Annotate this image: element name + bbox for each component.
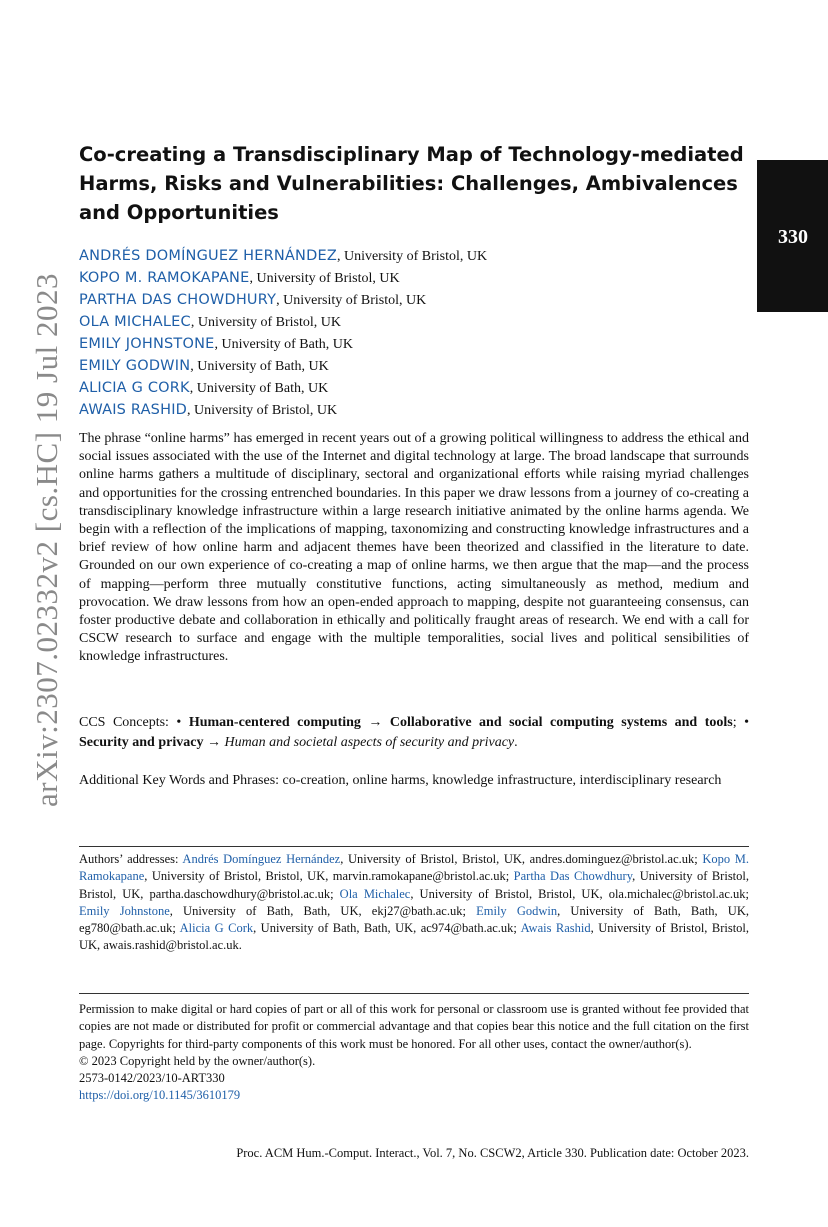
permissions-block — [79, 1001, 749, 1105]
author-entry — [79, 311, 739, 333]
author-affiliation: , University of Bath, UK — [190, 359, 329, 374]
ccs-label: CCS Concepts: — [79, 715, 177, 730]
author-entry — [79, 377, 739, 399]
author-name[interactable]: OLA MICHALEC — [79, 314, 191, 330]
author-name[interactable]: ALICIA G CORK — [79, 380, 190, 396]
author-affiliation: , University of Bristol, UK — [187, 403, 338, 418]
author-name[interactable]: EMILY JOHNSTONE — [79, 336, 215, 352]
ccs-concept: Human-centered computing — [188, 715, 361, 730]
addresses-prefix: Authors’ addresses: — [79, 852, 183, 866]
arxiv-stamp-text: arXiv:2307.02332v2 [cs.HC] 19 Jul 2023 — [29, 273, 64, 807]
address-detail: , University of Bristol, Bristol, UK, ola.michalec@bristol.ac.uk; — [410, 886, 749, 901]
author-entry — [79, 245, 739, 267]
author-entry — [79, 267, 739, 289]
divider — [79, 993, 749, 994]
ccs-subconcept: Collaborative and social computing systems and tools — [389, 715, 733, 730]
address-author-link[interactable]: Partha Das Chowdhury — [513, 869, 633, 884]
address-author-link[interactable]: Emily Johnstone — [79, 903, 170, 918]
author-affiliation: , University of Bristol, UK — [190, 315, 341, 330]
address-author-link[interactable]: Awais Rashid — [520, 921, 591, 936]
abstract: The phrase “online harms” has emerged in recent years out of a growing political willingness to address the ethical and social issues associated with the use of the Internet and digital technology at large. The broad landscape that surrounds online harms gathers a multitude of disciplinary, sectoral and organizational efforts while raising myriad challenges and opportunities for the crossing entrenched boundaries. In this paper we draw lessons from a journey of co-creating a transdisciplinary knowledge infrastructure within a large research initiative animated by the online harms agenda. We begin with a reflection of the implications of mapping, taxonomizing and constructing knowledge infrastructures and a brief review of how online harm and adjacent themes have been theorized and classified in the literature to date. Grounded on our own experience of co-creating a map of online harms, we then argue that the map—and the process of mapping—perform three mutually constitutive functions, acting simultaneously as method, medium and provocation. We draw lessons from how an open-ended approach to mapping, despite not guaranteeing consensus, can foster productive debate and collaboration in ethically and politically fraught areas of research. We end with a call for CSCW research to surface and engage with the multiple temporalities, social lives and political sensibilities of knowledge infrastructures. — [79, 431, 749, 665]
address-detail: , University of Bath, Bath, UK, eg780@bath.ac.uk; — [79, 903, 749, 936]
permissions-text: Permission to make digital or hard copies of part or all of this work for personal or classroom use is granted without fee provided that copies are not made or distributed for profit or commercial advantage and that copies bear this notice and the full citation on the first page. Copyrights for third-party components of this work must be honored. For all other uses, contact the owner/author(s). — [79, 1002, 749, 1051]
author-affiliation: , University of Bath, UK — [189, 381, 329, 396]
address-detail: , University of Bristol, Bristol, UK, marvin.ramokapane@bristol.ac.uk; — [144, 869, 514, 884]
author-affiliation: , University of Bristol, UK — [336, 249, 488, 264]
ccs-concept: Security and privacy — [79, 735, 204, 750]
address-detail: , University of Bath, Bath, UK, ac974@bath.ac.uk; — [253, 921, 521, 936]
author-entry — [79, 355, 739, 377]
address-author-link[interactable]: Alicia G Cork — [179, 921, 254, 936]
issn-line: 2573-0142/2023/10-ART330 — [79, 1071, 225, 1086]
author-affiliation: , University of Bristol, UK — [249, 271, 400, 286]
page-title: Co-creating a Transdisciplinary Map of Technology-mediated Harms, Risks and Vulnerabilities: Challenges, Ambivalences and Opportunities — [79, 143, 744, 224]
ccs-arrow: → — [360, 715, 390, 730]
author-affiliation: , University of Bath, UK — [214, 337, 353, 352]
address-author-link[interactable]: Andrés Domínguez Hernández — [182, 852, 341, 866]
divider — [79, 846, 749, 847]
ccs-separator: ; • — [732, 715, 749, 730]
author-list — [79, 245, 739, 421]
copyright-line: © 2023 Copyright held by the owner/author(s). — [79, 1053, 316, 1068]
ccs-subconcept: Human and societal aspects of security and privacy — [224, 735, 515, 750]
author-name[interactable]: ANDRÉS DOMÍNGUEZ HERNÁNDEZ — [79, 248, 337, 264]
address-author-link[interactable]: Ola Michalec — [339, 886, 411, 901]
author-name[interactable]: PARTHA DAS CHOWDHURY — [79, 292, 277, 308]
authors-addresses — [79, 851, 749, 955]
author-entry — [79, 289, 739, 311]
page-footer: Proc. ACM Hum.-Comput. Interact., Vol. 7, No. CSCW2, Article 330. Publication date: October 2023. — [236, 1146, 749, 1160]
author-name[interactable]: EMILY GODWIN — [79, 358, 191, 374]
article-number: 330 — [778, 226, 808, 248]
address-author-link[interactable]: Kopo M. Ramokapane — [79, 852, 749, 884]
author-entry — [79, 399, 739, 421]
keywords: Additional Key Words and Phrases: co-creation, online harms, knowledge infrastructure, interdisciplinary research — [79, 773, 722, 788]
author-affiliation: , University of Bristol, UK — [276, 293, 427, 308]
author-name[interactable]: AWAIS RASHID — [79, 402, 188, 418]
ccs-bullet: • — [176, 715, 189, 730]
author-entry — [79, 333, 739, 355]
address-detail: , University of Bristol, Bristol, UK, partha.daschowdhury@bristol.ac.uk; — [79, 869, 750, 901]
ccs-arrow: → — [203, 735, 225, 750]
address-detail: , University of Bristol, Bristol, UK, andres.dominguez@bristol.ac.uk; — [340, 852, 703, 866]
ccs-end: . — [514, 735, 518, 750]
address-detail: , University of Bristol, Bristol, UK, awais.rashid@bristol.ac.uk. — [79, 921, 750, 953]
address-author-link[interactable]: Emily Godwin — [476, 903, 558, 918]
author-name[interactable]: KOPO M. RAMOKAPANE — [79, 270, 250, 286]
ccs-concepts — [79, 713, 749, 753]
address-detail: , University of Bath, Bath, UK, ekj27@bath.ac.uk; — [169, 903, 477, 918]
doi-link[interactable]: https://doi.org/10.1145/3610179 — [79, 1088, 241, 1103]
